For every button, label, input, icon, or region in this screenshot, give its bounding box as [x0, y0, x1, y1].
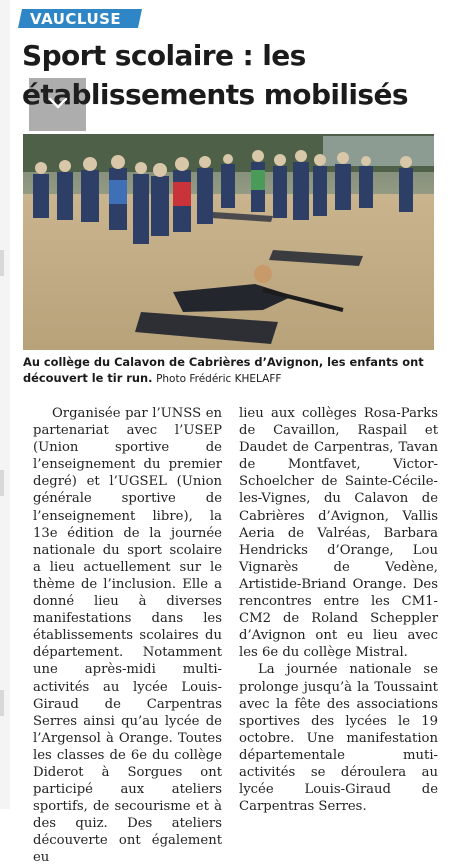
article-column-left [33, 405, 222, 867]
headline-line-2: établissements mobilisés [22, 78, 408, 111]
page-edge-mark [0, 250, 4, 276]
article-paragraph: Organisée par l’UNSS en partenariat avec l’USEP (Union sportive de l’enseignement du premier degré) et l’UGSEL (Union générale sportive de l’enseignement libre), la 13e édition de la journée nationale du sport scolaire a lieu actuellement sur le thème de l’inclusion. Elle a donné lieu à diverses manifestations dans les établissements scolaires du département. Notamment une après-midi multi-activités au lycée Louis-Giraud de Carpentras Serres ainsi qu’au lycée de l’Argensol à Orange. Toutes les classes de 6e du collège Diderot à Sorgues ont participé aux ateliers sportifs, de secourisme et à des quiz. Des ateliers découverte ont également eu [33, 406, 222, 866]
photo-scene [23, 134, 434, 350]
rubric-label: VAUCLUSE [30, 10, 122, 28]
article-column-right [239, 405, 438, 815]
article-paragraph-continued: lieu aux collèges Rosa-Parks de Cavaillon, Raspail et Daudet de Carpentras, Tavan de Montfavet, Victor-Schoelcher de Sainte-Cécile-les-Vignes, du Calavon de Cabrières d’Avignon, Vallis Aeria de Valréas, Barbara Hendricks d’Orange, Lou Vignarès de Vedène, Artistide-Briand Orange. Des rencontres entre les CM1-CM2 de Roland Scheppler d’Avignon ont eu lieu avec les 6e du collège Mistral. [239, 406, 438, 661]
page-edge [0, 0, 10, 809]
article-paragraph: La journée nationale se prolonge jusqu’à la Toussaint avec la fête des associations sportives des lycées le 19 octobre. Une manifestation départementale muti-activités se déroulera au lycée Louis-Giraud de Carpentras Serres. [239, 662, 438, 815]
photo-credit: Photo Frédéric KHELAFF [156, 373, 282, 385]
section-rubric [18, 9, 142, 28]
photo-caption [23, 354, 438, 387]
caption-text: Au collège du Calavon de Cabrières d’Avignon, les enfants ont découvert le tir run. [23, 355, 424, 385]
article-photo[interactable] [23, 134, 434, 350]
expand-overlay-button[interactable] [29, 78, 86, 131]
headline-line-1: Sport scolaire : les [22, 39, 306, 72]
chevron-down-icon [48, 96, 68, 110]
page-edge-mark [0, 690, 4, 716]
page-edge-mark [0, 470, 4, 496]
